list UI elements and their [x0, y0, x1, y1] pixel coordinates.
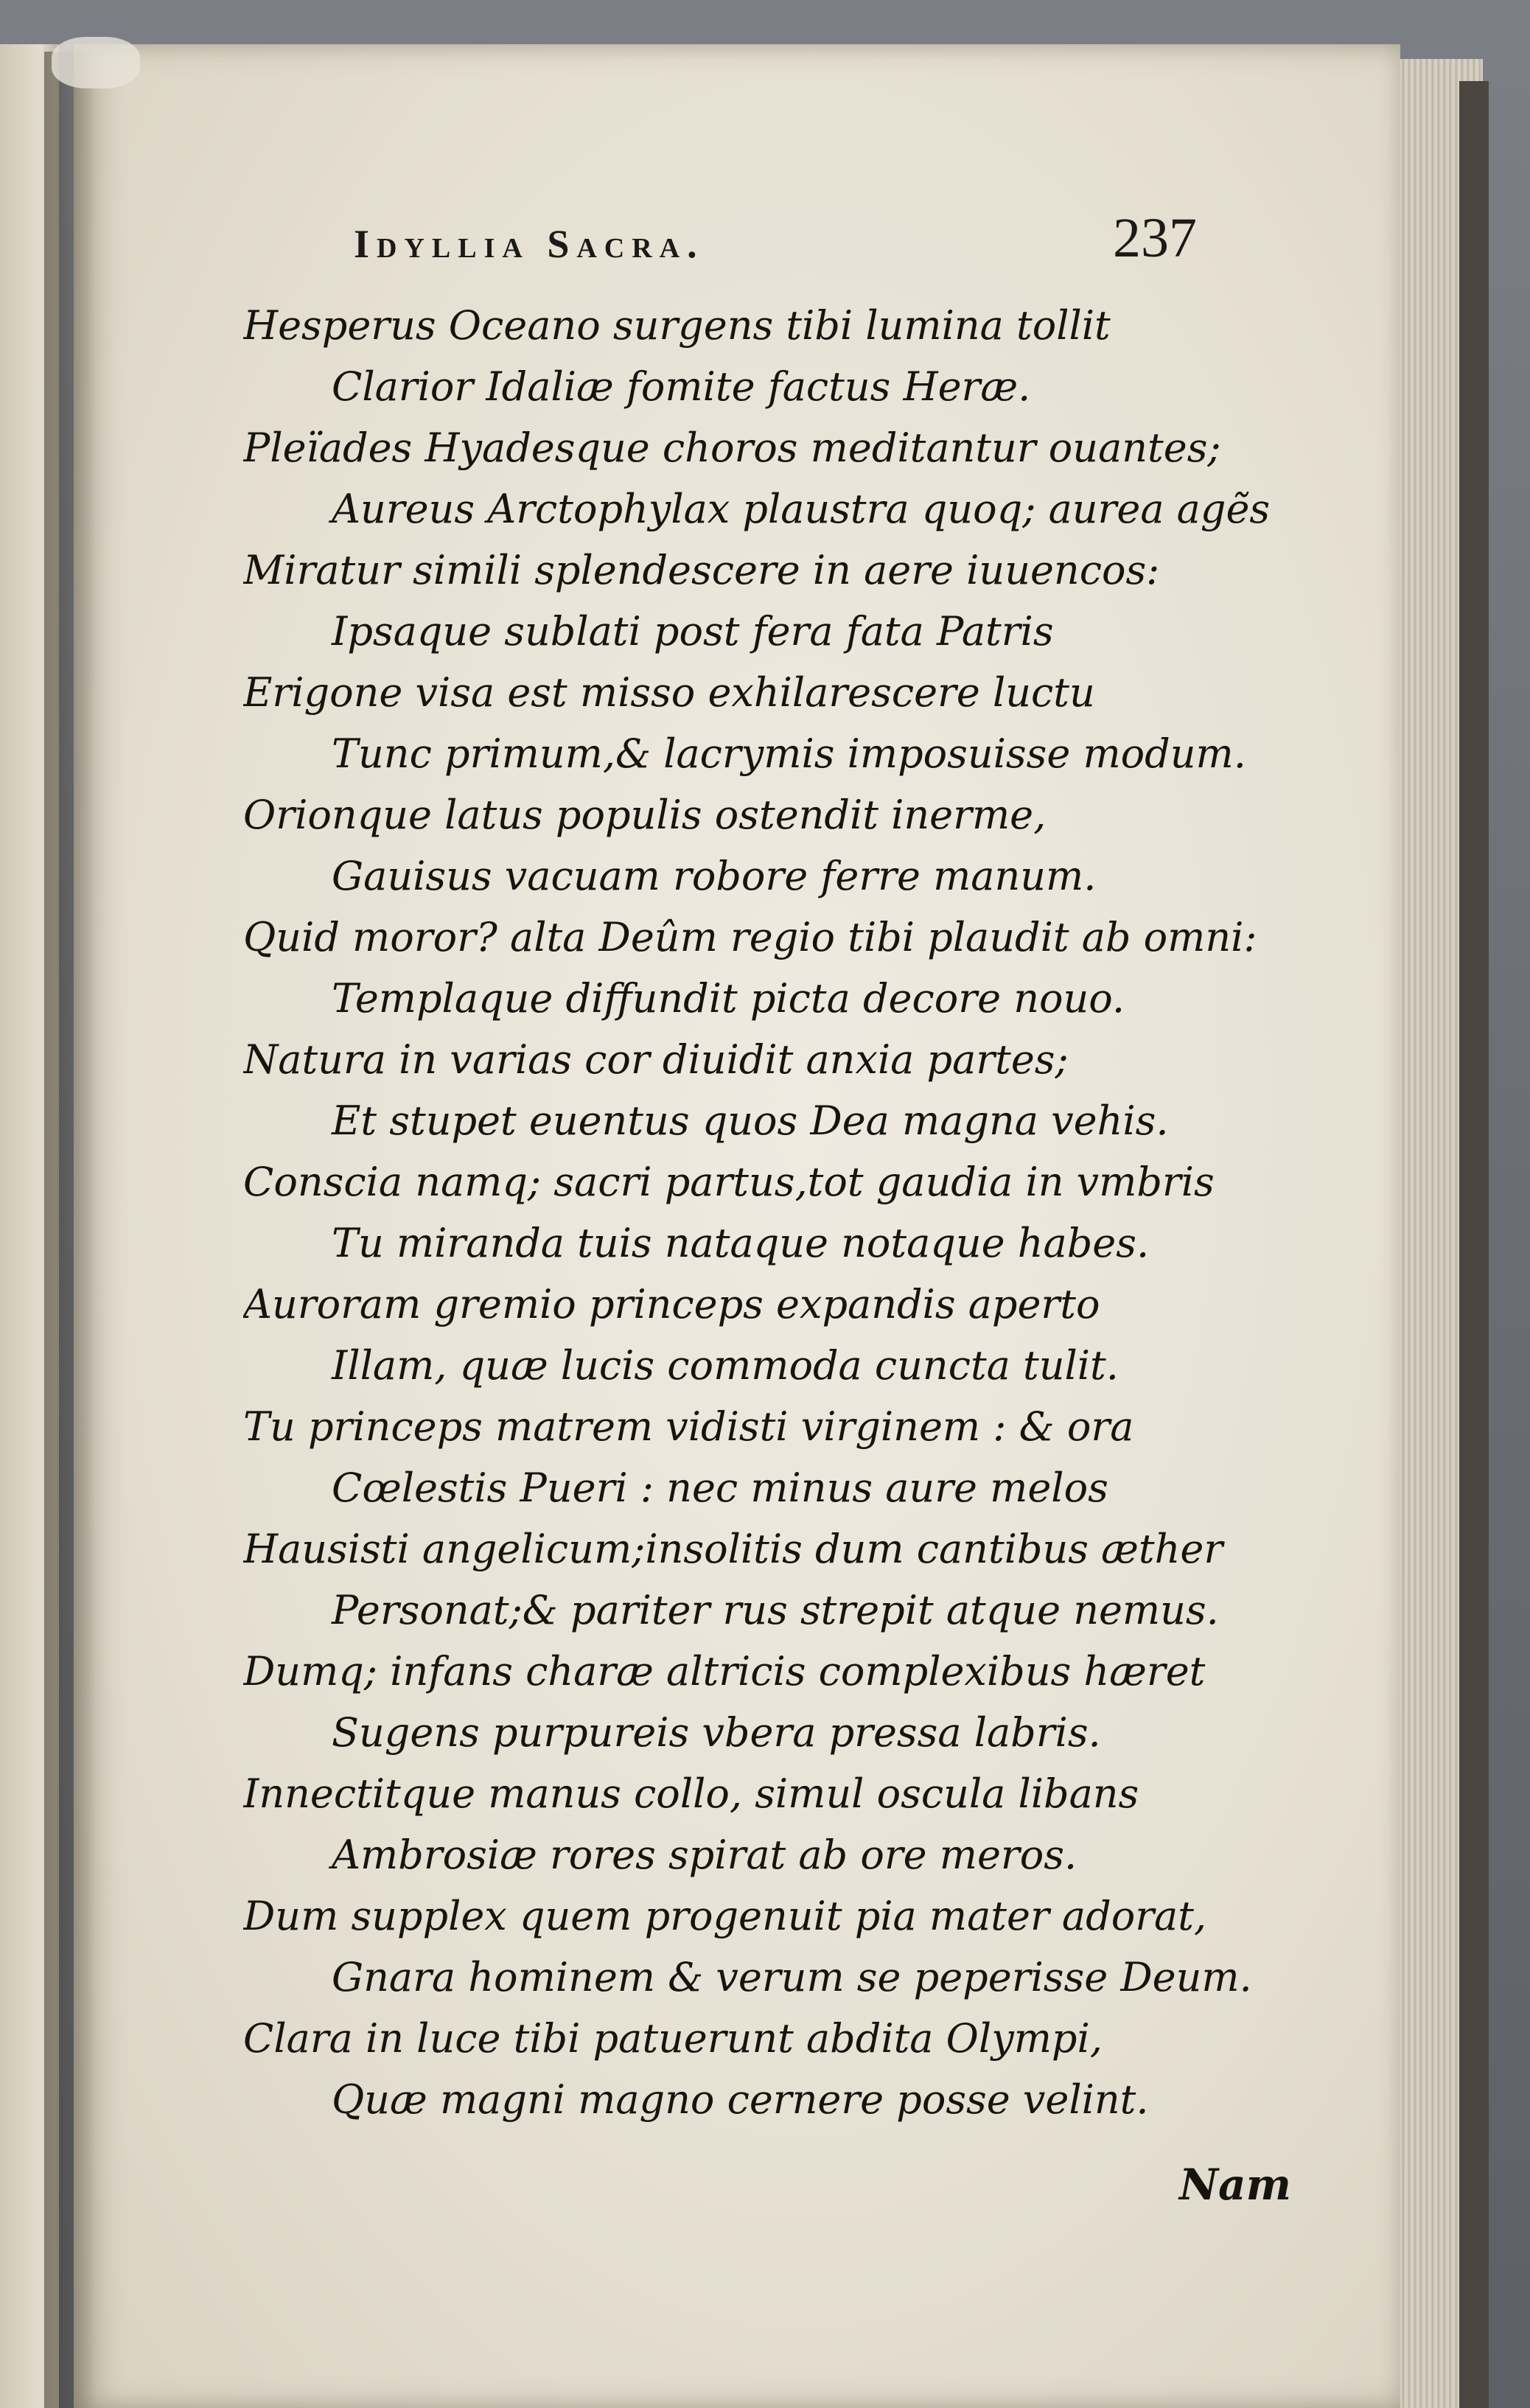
verse-line: Sugens purpureis vbera pressa labris. [332, 1709, 1101, 1756]
verse-line: Dumq; infans charæ altricis complexibus hæret [243, 1648, 1206, 1695]
verse-line: Tunc primum,& lacrymis imposuisse modum. [332, 730, 1246, 777]
verse-line: Cœlestis Pueri : nec minus aure melos [332, 1465, 1108, 1511]
catchword: Nam [1179, 2160, 1291, 2210]
book-cover-edge [1459, 81, 1489, 2408]
verse-line: Tu princeps matrem vidisti virginem : & ora [243, 1403, 1134, 1450]
verse-line: Conscia namq; sacri partus,tot gaudia in vmbris [243, 1159, 1215, 1205]
verse-line: Gnara hominem & verum se peperisse Deum. [332, 1954, 1252, 2000]
verse-line: Quid moror? alta Deûm regio tibi plaudit ab omni: [243, 914, 1257, 960]
verse-line: Clara in luce tibi patuerunt abdita Olympi, [243, 2015, 1103, 2062]
verse-line: Auroram gremio princeps expandis aperto [243, 1281, 1100, 1327]
verse-line: Pleïades Hyadesque choros meditantur ouantes; [243, 425, 1221, 471]
verse-line: Orionque latus populis ostendit inerme, [243, 792, 1047, 838]
verse-line: Aureus Arctophylax plaustra quoq; aurea agẽs [332, 486, 1271, 532]
verse-line: Quæ magni magno cernere posse velint. [332, 2076, 1149, 2123]
verse-line: Templaque diffundit picta decore nouo. [332, 975, 1125, 1022]
verse-line: Erigone visa est misso exhilarescere luctu [243, 669, 1095, 716]
verse-line: Gauisus vacuam robore ferre manum. [332, 853, 1097, 899]
verse-block [243, 295, 1363, 2130]
page-header [354, 192, 1312, 287]
verse-line: Et stupet euentus quos Dea magna vehis. [332, 1097, 1169, 1144]
verse-line: Hausisti angelicum;insolitis dum cantibus æther [243, 1526, 1223, 1572]
verse-line: Illam, quæ lucis commoda cuncta tulit. [332, 1342, 1119, 1389]
verse-line: Hesperus Oceano surgens tibi lumina tollit [243, 302, 1111, 349]
verse-line: Personat;& pariter rus strepit atque nemus. [332, 1587, 1219, 1633]
gutter-shadow [44, 52, 96, 2408]
verse-line: Ambrosiæ rores spirat ab ore meros. [332, 1832, 1077, 1878]
verse-line: Ipsaque sublati post fera fata Patris [332, 608, 1054, 655]
running-title: Idyllia Sacra. [354, 222, 705, 266]
page-number: 237 [1113, 207, 1197, 269]
paper-stain [52, 37, 140, 88]
verse-line: Innectitque manus collo, simul oscula libans [243, 1770, 1139, 1817]
verse-line: Dum supplex quem progenuit pia mater adorat, [243, 1893, 1207, 1939]
verse-line: Tu miranda tuis nataque notaque habes. [332, 1220, 1150, 1266]
book-page [74, 44, 1400, 2408]
verse-line: Clarior Idaliæ fomite factus Heræ. [332, 363, 1031, 410]
verse-line: Natura in varias cor diuidit anxia partes; [243, 1036, 1069, 1083]
verse-line: Miratur simili splendescere in aere iuuencos: [243, 547, 1160, 593]
